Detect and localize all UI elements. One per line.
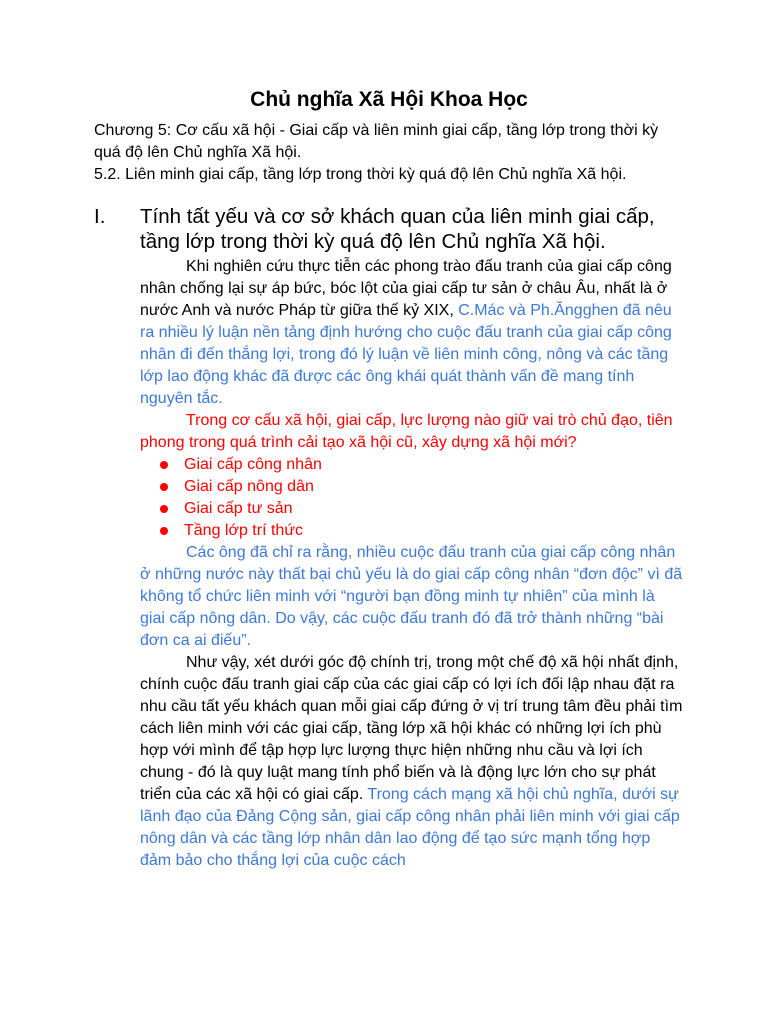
section-heading xyxy=(94,204,684,254)
paragraph-3 xyxy=(140,652,684,872)
list-item xyxy=(160,476,684,498)
bullet-icon xyxy=(160,461,168,469)
section-line: 5.2. Liên minh giai cấp, tầng lớp trong thời kỳ quá độ lên Chủ nghĩa Xã hội. xyxy=(94,166,627,183)
list-item-text: Giai cấp nông dân xyxy=(184,478,314,495)
body-text xyxy=(140,256,684,454)
paragraph-2: Các ông đã chỉ ra rằng, nhiều cuộc đấu tranh của giai cấp công nhân ở những nước này thất bại chủ yếu là do giai cấp công nhân “đơn độc” vì đã không tổ chức liên minh với “người bạn đồng minh tự nhiên” của mình là giai cấp nông dân. Do vậy, các cuộc đấu tranh đó đã trở thành những “bài đơn ca ai điếu”. xyxy=(140,544,683,649)
paragraph-1-highlight: C.Mác và Ph.Ăngghen đã nêu ra nhiều lý luận nền tảng định hướng cho cuộc đấu tranh của giai cấp công nhân đi đến thắng lợi, trong đó lý luận về liên minh công, nông và các tầng lớp lao động khác đã được các ông khái quát thành vấn đề mang tính nguyên tắc. xyxy=(140,302,672,407)
paragraph-3-highlight: Trong cách mạng xã hội chủ nghĩa, dưới sự lãnh đạo của Đảng Cộng sản, giai cấp công nhân phải liên minh với giai cấp nông dân và các tầng lớp nhân dân lao động để tạo sức mạnh tổng hợp đảm bảo cho thắng lợi của cuộc cách xyxy=(140,786,680,869)
paragraph-3-plain: Như vậy, xét dưới góc độ chính trị, trong một chế độ xã hội nhất định, chính cuộc đấu tranh giai cấp của các giai cấp có lợi ích đối lập nhau đặt ra nhu cầu tất yếu khách quan mỗi giai cấp đứng ở vị trí trung tâm đều phải tìm cách liên minh với các giai cấp, tầng lớp xã hội khác có những lợi ích phù hợp với mình để tập hợp lực lượng thực hiện những nhu cầu và lợi ích chung - đó là quy luật mang tính phổ biến và là động lực lớn cho sự phát triển của các xã hội có giai cấp. xyxy=(140,654,683,803)
heading-text: Tính tất yếu và cơ sở khách quan của liên minh giai cấp, tầng lớp trong thời kỳ quá độ lên Chủ nghĩa Xã hội. xyxy=(140,205,655,253)
page-title: Chủ nghĩa Xã Hội Khoa Học xyxy=(250,88,528,111)
body-text-continued xyxy=(140,542,684,872)
bullet-icon xyxy=(160,483,168,491)
bullet-icon xyxy=(160,505,168,513)
bullet-icon xyxy=(160,527,168,535)
question-paragraph: Trong cơ cấu xã hội, giai cấp, lực lượng nào giữ vai trò chủ đạo, tiên phong trong quá trình cải tạo xã hội cũ, xây dựng xã hội mới? xyxy=(140,412,673,451)
list-item xyxy=(160,454,684,476)
list-item-text: Giai cấp tư sản xyxy=(184,500,293,517)
heading-number: I. xyxy=(94,205,106,228)
chapter-line: Chương 5: Cơ cấu xã hội - Giai cấp và liên minh giai cấp, tầng lớp trong thời kỳ quá độ lên Chủ nghĩa Xã hội. xyxy=(94,122,659,161)
answer-options-list xyxy=(94,454,684,542)
list-item-text: Tầng lớp trí thức xyxy=(184,522,304,539)
document-content xyxy=(94,86,684,872)
paragraph-1 xyxy=(140,256,684,410)
list-item-text: Giai cấp công nhân xyxy=(184,456,322,473)
list-item xyxy=(160,498,684,520)
list-item xyxy=(160,520,684,542)
paragraph-1-plain: Khi nghiên cứu thực tiễn các phong trào đấu tranh của giai cấp công nhân chống lại sự áp bức, bóc lột của giai cấp tư sản ở châu Âu, nhất là ở nước Anh và nước Pháp từ giữa thế kỷ XIX, xyxy=(140,258,672,319)
